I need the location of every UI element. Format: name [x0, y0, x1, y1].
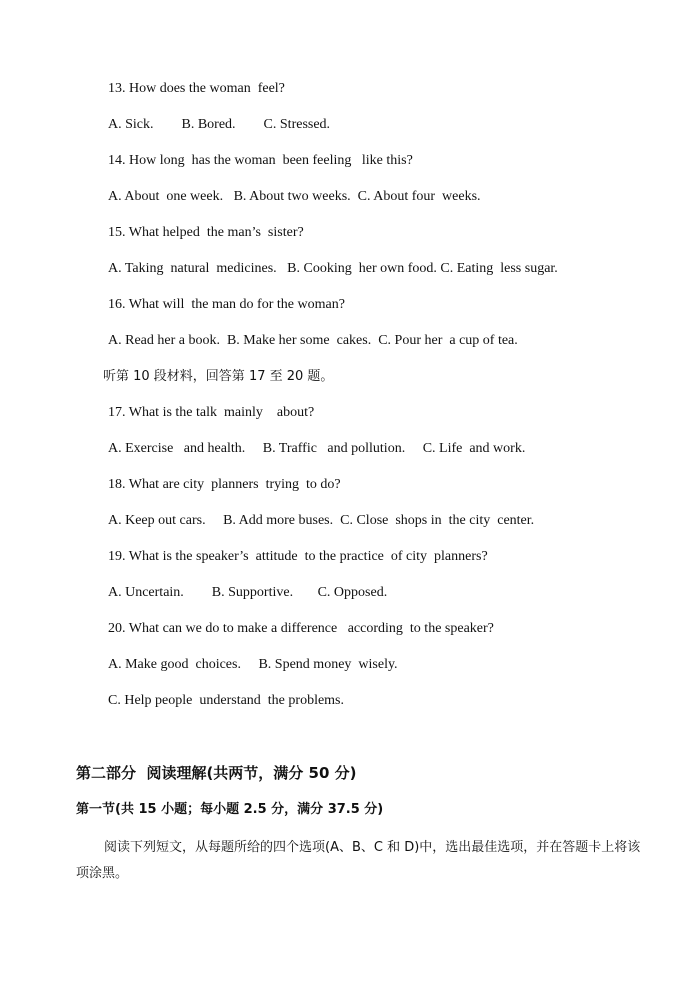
- question-17: 17. What is the talk mainly about?: [108, 405, 315, 420]
- question-20-option-c: C. Help people understand the problems.: [108, 693, 345, 708]
- question-14-options: A. About one week. B. About two weeks. C. About four weeks.: [108, 189, 481, 204]
- question-20: 20. What can we do to make a difference according to the speaker?: [108, 621, 494, 636]
- question-13-options: A. Sick. B. Bored. C. Stressed.: [108, 117, 331, 132]
- question-20-options: A. Make good choices. B. Spend money wisely.: [108, 657, 398, 672]
- question-16-options: A. Read her a book. B. Make her some cakes. C. Pour her a cup of tea.: [108, 333, 518, 348]
- question-15: 15. What helped the man’s sister?: [108, 225, 304, 240]
- section-one-heading: 第一节(共 15 小题；每小题 2.5 分，满分 37.5 分): [76, 802, 384, 817]
- part-two-heading: 第二部分 阅读理解(共两节，满分 50 分): [76, 764, 357, 782]
- question-14: 14. How long has the woman been feeling like this?: [108, 153, 413, 168]
- question-16: 16. What will the man do for the woman?: [108, 297, 345, 312]
- question-19-options: A. Uncertain. B. Supportive. C. Opposed.: [108, 585, 388, 600]
- question-18: 18. What are city planners trying to do?: [108, 477, 341, 492]
- question-19: 19. What is the speaker’s attitude to the practice of city planners?: [108, 549, 488, 564]
- question-17-options: A. Exercise and health. B. Traffic and pollution. C. Life and work.: [108, 441, 526, 456]
- question-18-options: A. Keep out cars. B. Add more buses. C. Close shops in the city center.: [108, 513, 535, 528]
- reading-instruction: 阅读下列短文，从每题所给的四个选项(A、B、C 和 D)中，选出最佳选项，并在答题卡上将该项涂黑。: [76, 840, 641, 881]
- question-15-options: A. Taking natural medicines. B. Cooking her own food. C. Eating less sugar.: [108, 261, 558, 276]
- question-13: 13. How does the woman feel?: [108, 81, 285, 96]
- section-10-note: 听第 10 段材料，回答第 17 至 20 题。: [103, 369, 334, 384]
